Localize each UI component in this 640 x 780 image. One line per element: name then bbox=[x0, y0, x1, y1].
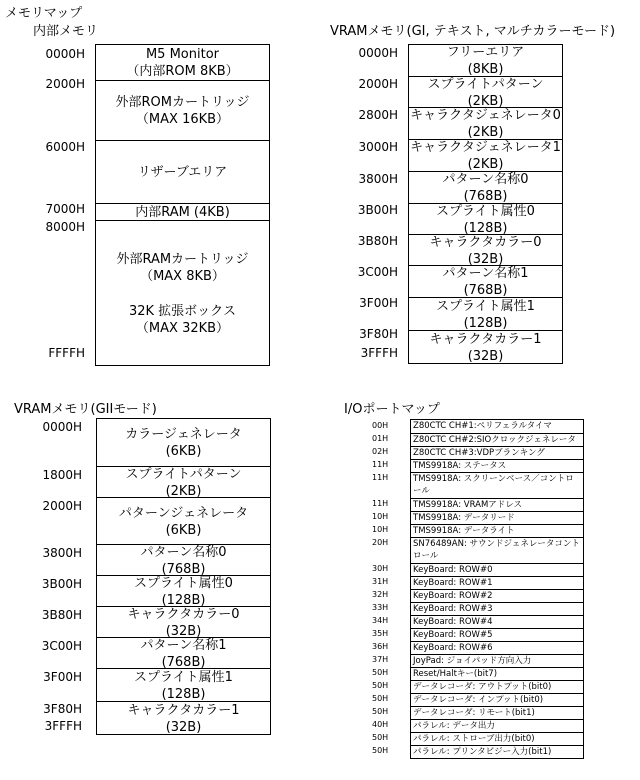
block-label: キャラクタカラー1 bbox=[429, 331, 542, 347]
vram-block bbox=[97, 575, 270, 607]
io-port-address: 11H bbox=[372, 473, 389, 482]
io-port-description: データレコーダ: アウトプット(bit0) bbox=[413, 682, 552, 692]
io-port-description: パラレル: プリンタビジー入力(bit1) bbox=[413, 747, 552, 757]
io-port-address: 30H bbox=[372, 564, 389, 573]
block-label: スプライト属性1 bbox=[436, 298, 535, 314]
vram2-memory-map bbox=[96, 418, 271, 735]
block-label: キャラクタジェネレータ0 bbox=[410, 108, 561, 123]
io-port-description: TMS9918A: ステータス bbox=[413, 461, 507, 471]
block-label: パターン名称1 bbox=[140, 637, 227, 653]
io-port-description: KeyBoard: ROW#0 bbox=[413, 565, 493, 575]
vram-block bbox=[97, 637, 270, 669]
io-port-row bbox=[411, 602, 583, 615]
io-port-address: 50H bbox=[372, 733, 389, 742]
vram-block bbox=[409, 76, 562, 108]
io-port-address: 50H bbox=[372, 694, 389, 703]
internal-memory-title: 内部メモリ bbox=[33, 24, 99, 39]
block-label: スプライトパターン bbox=[427, 76, 544, 92]
block-size: (768B) bbox=[463, 283, 508, 298]
io-port-row bbox=[411, 706, 583, 719]
block-size: (2KB) bbox=[467, 125, 504, 140]
vram2-address-label: 3FFFH bbox=[44, 719, 82, 733]
block-label: パターン名称0 bbox=[140, 544, 227, 560]
block-size: （内部ROM 8KB） bbox=[126, 63, 239, 79]
io-port-address: 20H bbox=[372, 538, 389, 547]
io-port-description: TMS9918A: VRAMアドレス bbox=[413, 500, 523, 510]
block-size: (2KB) bbox=[165, 483, 202, 499]
io-port-description: TMS9918A: データライト bbox=[413, 526, 515, 536]
vram1-address-label: 3B80H bbox=[357, 234, 398, 248]
vram-block bbox=[97, 606, 270, 638]
block-label: スプライトパターン bbox=[125, 466, 242, 482]
internal-address-label: 2000H bbox=[45, 77, 85, 91]
block-label: スプライト属性1 bbox=[134, 669, 233, 685]
internal-address-label: 8000H bbox=[45, 220, 85, 234]
io-port-address: 50H bbox=[372, 707, 389, 716]
internal-address-label: 0000H bbox=[45, 47, 85, 61]
io-port-description: KeyBoard: ROW#4 bbox=[413, 617, 493, 627]
io-port-row bbox=[411, 563, 583, 576]
io-port-address: 32H bbox=[372, 590, 389, 599]
io-port-row bbox=[411, 719, 583, 732]
io-port-description: Z80CTC CH#2:SIOクロックジェネレータ bbox=[413, 435, 576, 445]
io-port-address: 11H bbox=[372, 499, 389, 508]
io-port-description: KeyBoard: ROW#6 bbox=[413, 643, 493, 653]
memory-block bbox=[96, 80, 269, 141]
block-label: パターンジェネレータ bbox=[118, 505, 249, 521]
block-size: (768B) bbox=[161, 654, 206, 670]
io-port-address: 50H bbox=[372, 668, 389, 677]
io-port-row bbox=[411, 576, 583, 589]
io-port-address: 34H bbox=[372, 616, 389, 625]
vram1-address-label: 3F80H bbox=[359, 327, 398, 341]
memory-block bbox=[96, 140, 269, 204]
vram1-address-label: 3000H bbox=[358, 140, 398, 154]
io-port-row bbox=[411, 524, 583, 537]
vram1-address-label: 3800H bbox=[358, 172, 398, 186]
vram-block bbox=[409, 171, 562, 204]
block-label: キャラクタカラー0 bbox=[429, 234, 542, 250]
io-port-row bbox=[411, 459, 583, 472]
io-port-description: パラレル: ストローブ出力(bit0) bbox=[413, 734, 535, 744]
vram1-title: VRAMメモリ(GI, テキスト, マルチカラーモード) bbox=[330, 24, 616, 39]
internal-address-label: 7000H bbox=[45, 202, 85, 216]
block-size: （MAX 32KB） bbox=[135, 320, 230, 336]
io-port-row bbox=[411, 537, 583, 563]
io-port-row bbox=[411, 745, 583, 758]
block-label: 外部ROMカートリッジ bbox=[115, 95, 250, 110]
io-port-row bbox=[411, 589, 583, 602]
io-port-address: 50H bbox=[372, 681, 389, 690]
vram-block bbox=[409, 234, 562, 266]
vram1-memory-map bbox=[408, 44, 563, 364]
io-port-description: Z80CTC CH#3:VDPブランキング bbox=[413, 448, 545, 458]
vram1-address-label: 2800H bbox=[358, 108, 398, 122]
io-port-address: 11H bbox=[372, 460, 389, 469]
block-label: リザーブエリア bbox=[137, 165, 228, 180]
block-size: (128B) bbox=[161, 592, 206, 608]
vram-block bbox=[409, 330, 562, 364]
io-port-description: Reset/Haltキー(bit7) bbox=[413, 669, 498, 679]
block-size: (32B) bbox=[467, 251, 504, 267]
block-size: (2KB) bbox=[467, 157, 504, 172]
vram2-address-label: 3F80H bbox=[43, 702, 82, 716]
vram2-address-label: 3B80H bbox=[41, 608, 82, 622]
block-size: (128B) bbox=[463, 315, 508, 331]
vram2-address-label: 2000H bbox=[42, 499, 82, 513]
block-label: スプライト属性0 bbox=[436, 203, 535, 219]
vram-block bbox=[97, 544, 270, 576]
vram2-address-label: 3800H bbox=[42, 546, 82, 560]
memory-block bbox=[96, 203, 269, 221]
block-size: (2KB) bbox=[467, 93, 504, 109]
io-port-address: 10H bbox=[372, 512, 389, 521]
vram1-address-label: 2000H bbox=[358, 77, 398, 91]
io-port-description: KeyBoard: ROW#1 bbox=[413, 578, 493, 588]
vram2-address-label: 3B00H bbox=[41, 577, 82, 591]
vram-block bbox=[409, 45, 562, 76]
io-port-row bbox=[411, 693, 583, 706]
io-port-description: KeyBoard: ROW#5 bbox=[413, 630, 493, 640]
block-size: (6KB) bbox=[165, 443, 202, 459]
block-size: (32B) bbox=[467, 348, 504, 364]
vram1-address-label: 3C00H bbox=[357, 265, 398, 279]
block-label: 内部RAM (4KB) bbox=[135, 205, 230, 220]
vram-block bbox=[97, 701, 270, 735]
vram2-address-label: 3C00H bbox=[41, 639, 82, 653]
internal-address-label: 6000H bbox=[45, 140, 85, 154]
io-port-row bbox=[411, 654, 583, 667]
io-port-row bbox=[411, 446, 583, 459]
vram1-address-label: 3B00H bbox=[357, 203, 398, 217]
block-label: カラージェネレータ bbox=[125, 426, 242, 442]
block-size: (6KB) bbox=[165, 522, 202, 538]
io-port-description: KeyBoard: ROW#3 bbox=[413, 604, 493, 614]
memory-block bbox=[96, 45, 269, 80]
block-label: 32K 拡張ボックス bbox=[128, 303, 237, 319]
internal-memory-map bbox=[95, 44, 270, 366]
block-size: （MAX 8KB） bbox=[140, 268, 225, 284]
block-size: (32B) bbox=[165, 719, 202, 735]
vram2-address-label: 3F00H bbox=[43, 670, 82, 684]
io-port-address: 50H bbox=[372, 746, 389, 755]
vram-block bbox=[97, 419, 270, 466]
io-port-address: 33H bbox=[372, 603, 389, 612]
io-port-row bbox=[411, 680, 583, 693]
vram-block bbox=[97, 497, 270, 545]
io-port-address: 37H bbox=[372, 655, 389, 664]
io-port-row bbox=[411, 472, 583, 498]
block-size: (768B) bbox=[463, 189, 508, 204]
io-port-description: KeyBoard: ROW#2 bbox=[413, 591, 493, 601]
vram1-address-label: 3F00H bbox=[359, 296, 398, 310]
io-port-description: TMS9918A: データリード bbox=[413, 513, 515, 523]
block-size: (32B) bbox=[165, 623, 202, 639]
io-port-description: データレコーダ: リモート(bit1) bbox=[413, 708, 535, 718]
block-size: (128B) bbox=[463, 220, 508, 236]
io-port-address: 00H bbox=[372, 421, 389, 430]
io-port-description: TMS9918A: スクリーンベース／コントロール bbox=[413, 474, 574, 496]
io-port-row bbox=[411, 667, 583, 680]
vram2-address-label: 0000H bbox=[42, 420, 82, 434]
block-size: (8KB) bbox=[467, 61, 504, 77]
vram2-address-label: 1800H bbox=[42, 468, 82, 482]
block-label: フリーエリア bbox=[446, 44, 525, 60]
io-port-address: 31H bbox=[372, 577, 389, 586]
io-port-row bbox=[411, 628, 583, 641]
block-label: 外部RAMカートリッジ bbox=[116, 251, 249, 267]
block-size: (128B) bbox=[161, 686, 206, 702]
vram-block bbox=[409, 203, 562, 235]
io-port-row bbox=[411, 641, 583, 654]
io-port-row bbox=[411, 433, 583, 446]
io-port-row bbox=[411, 732, 583, 745]
io-port-address: 01H bbox=[372, 434, 389, 443]
vram-block bbox=[97, 668, 270, 702]
block-label: キャラクタカラー0 bbox=[127, 606, 240, 622]
io-port-row bbox=[411, 420, 583, 433]
block-label: パターン名称1 bbox=[442, 266, 529, 281]
io-port-row bbox=[411, 511, 583, 524]
block-label: M5 Monitor bbox=[145, 46, 220, 62]
io-port-table bbox=[410, 419, 584, 759]
block-size: （MAX 16KB） bbox=[135, 112, 230, 127]
io-port-description: データレコーダ: インプット(bit0) bbox=[413, 695, 544, 705]
vram-block bbox=[409, 297, 562, 331]
io-port-row bbox=[411, 615, 583, 628]
io-port-address: 02H bbox=[372, 447, 389, 456]
vram2-title: VRAMメモリ(GIIモード) bbox=[14, 402, 157, 417]
vram-block bbox=[409, 139, 562, 172]
vram1-address-label: 3FFFH bbox=[360, 346, 398, 360]
io-map-title: I/Oポートマップ bbox=[344, 402, 440, 417]
io-port-address: 40H bbox=[372, 720, 389, 729]
vram-block bbox=[409, 265, 562, 298]
io-port-description: JoyPad: ジョイパッド方向入力 bbox=[413, 656, 532, 666]
block-label: スプライト属性0 bbox=[134, 575, 233, 591]
io-port-description: SN76489AN: サウンドジェネレータコントロール bbox=[413, 539, 580, 561]
io-port-address: 10H bbox=[372, 525, 389, 534]
block-size: (768B) bbox=[161, 561, 206, 577]
block-label: パターン名称0 bbox=[442, 172, 529, 187]
internal-address-label: FFFFH bbox=[48, 346, 85, 360]
io-port-description: Z80CTC CH#1:ペリフェラルタイマ bbox=[413, 421, 552, 431]
block-label: キャラクタカラー1 bbox=[127, 702, 240, 718]
page-title: メモリマップ bbox=[5, 6, 83, 21]
io-port-description: パラレル: データ出力 bbox=[413, 721, 495, 731]
block-label: キャラクタジェネレータ1 bbox=[410, 140, 561, 155]
io-port-row bbox=[411, 498, 583, 511]
io-port-address: 35H bbox=[372, 629, 389, 638]
vram-block bbox=[409, 107, 562, 140]
vram-block bbox=[97, 466, 270, 498]
memory-block bbox=[96, 220, 269, 366]
io-port-address: 36H bbox=[372, 642, 389, 651]
vram1-address-label: 0000H bbox=[358, 46, 398, 60]
